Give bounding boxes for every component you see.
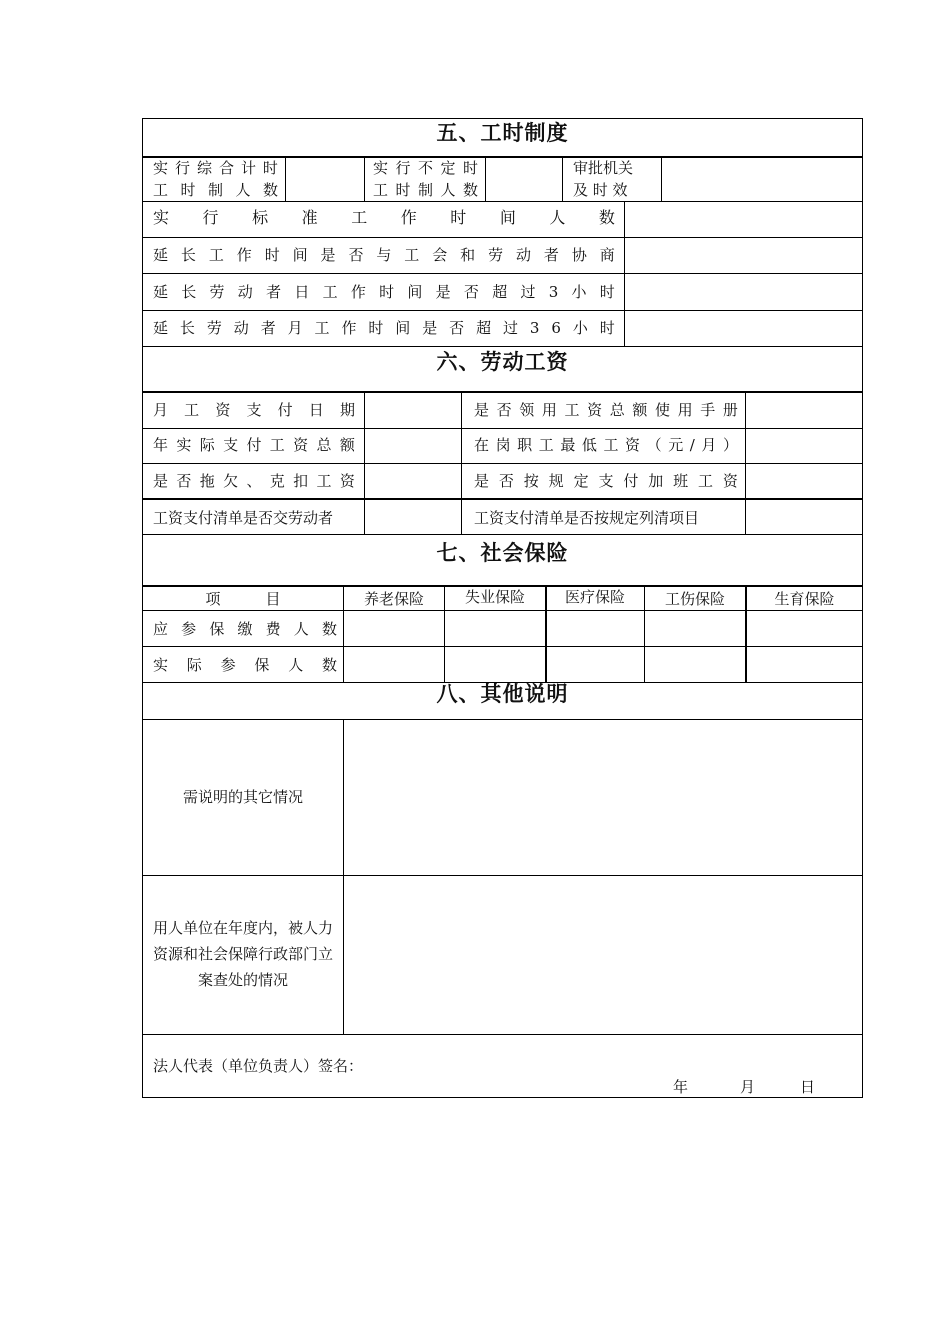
divider bbox=[343, 719, 344, 1034]
approval-authority-label-line1: 审批机关 bbox=[573, 159, 634, 177]
divider bbox=[143, 498, 862, 500]
signature-label: 法人代表（单位负责人）签名： bbox=[153, 1057, 364, 1075]
divider bbox=[143, 1034, 862, 1035]
divider bbox=[624, 201, 625, 346]
wage-slip-given-label: 工资支付清单是否交劳动者 bbox=[153, 509, 334, 527]
insurance-item-header: 项 目 bbox=[205, 590, 281, 608]
divider bbox=[562, 157, 563, 201]
approval-authority-label-line2: 及 时 效 bbox=[573, 181, 628, 199]
divider bbox=[143, 428, 862, 429]
comprehensive-hours-label-line1: 实 行 综 合 计 时 bbox=[153, 159, 278, 177]
divider bbox=[343, 585, 344, 682]
irregular-hours-label bbox=[373, 157, 478, 201]
divider bbox=[143, 201, 862, 202]
case-investigation-label: 用人单位在年度内，被人力资源和社会保障行政部门立案查处的情况 bbox=[152, 919, 333, 989]
overtime-pay-label: 是 否 按 规 定 支 付 加 班 工 资 bbox=[474, 472, 738, 490]
date-day-label: 日 bbox=[800, 1078, 816, 1096]
approval-authority-label bbox=[573, 157, 643, 201]
wage-handbook-label: 是 否 领 用 工 资 总 额 使 用 手 册 bbox=[474, 401, 738, 419]
divider bbox=[143, 237, 862, 238]
medical-insurance-header: 医疗保险 bbox=[564, 588, 625, 606]
min-wage-label: 在 岗 职 工 最 低 工 资 （ 元 / 月 ） bbox=[474, 436, 738, 454]
divider bbox=[745, 585, 747, 682]
divider bbox=[745, 391, 746, 534]
standard-hours-label: 实 行 标 准 工 作 时 间 人 数 bbox=[153, 208, 615, 227]
divider bbox=[661, 157, 662, 201]
divider bbox=[364, 157, 365, 201]
other-situations-label: 需说明的其它情况 bbox=[182, 788, 303, 806]
annual-total-label: 年 实 际 支 付 工 资 总 额 bbox=[153, 436, 355, 454]
divider bbox=[143, 646, 862, 647]
irregular-hours-label-line1: 实 行 不 定 时 bbox=[373, 159, 478, 177]
irregular-hours-label-line2: 工 时 制 人 数 bbox=[373, 181, 478, 199]
wage-slip-items-label: 工资支付清单是否按规定列清项目 bbox=[474, 509, 700, 527]
date-month-label: 月 bbox=[740, 1078, 756, 1096]
divider bbox=[644, 585, 645, 682]
section-title-other-notes: 八、其他说明 bbox=[436, 682, 569, 706]
divider bbox=[485, 157, 486, 201]
divider bbox=[143, 273, 862, 274]
maternity-insurance-header: 生育保险 bbox=[774, 590, 835, 608]
divider bbox=[143, 610, 862, 611]
divider bbox=[444, 585, 445, 682]
section-title-wages: 六、劳动工资 bbox=[436, 350, 569, 374]
comprehensive-hours-label bbox=[153, 157, 278, 201]
divider bbox=[143, 719, 862, 720]
insured-actual-label: 实 际 参 保 人 数 bbox=[153, 656, 337, 674]
work-injury-insurance-header: 工伤保险 bbox=[664, 590, 725, 608]
wage-arrears-label: 是 否 拖 欠 、 克 扣 工 资 bbox=[153, 472, 355, 490]
insured-due-label: 应 参 保 缴 费 人 数 bbox=[153, 620, 337, 638]
comprehensive-hours-label-line2: 工 时 制 人 数 bbox=[153, 181, 278, 199]
section-title-work-hours: 五、工时制度 bbox=[436, 121, 569, 145]
divider bbox=[143, 875, 862, 876]
overtime-union-label: 延 长 工 作 时 间 是 否 与 工 会 和 劳 动 者 协 商 bbox=[153, 246, 615, 264]
divider bbox=[461, 391, 462, 534]
divider bbox=[143, 391, 862, 393]
divider bbox=[143, 310, 862, 311]
overtime-month-label: 延 长 劳 动 者 月 工 作 时 间 是 否 超 过 3 6 小 时 bbox=[153, 319, 615, 337]
report-form bbox=[142, 118, 863, 1098]
date-year-label: 年 bbox=[673, 1078, 689, 1096]
unemployment-insurance-header: 失业保险 bbox=[464, 588, 525, 606]
pay-date-label: 月 工 资 支 付 日 期 bbox=[153, 401, 355, 419]
divider bbox=[545, 585, 547, 682]
section-title-social-insurance: 七、社会保险 bbox=[436, 541, 569, 565]
divider bbox=[143, 463, 862, 464]
pension-insurance-header: 养老保险 bbox=[363, 590, 424, 608]
divider bbox=[285, 157, 286, 201]
divider bbox=[364, 391, 365, 534]
overtime-day-label: 延 长 劳 动 者 日 工 作 时 间 是 否 超 过 3 小 时 bbox=[153, 283, 615, 301]
